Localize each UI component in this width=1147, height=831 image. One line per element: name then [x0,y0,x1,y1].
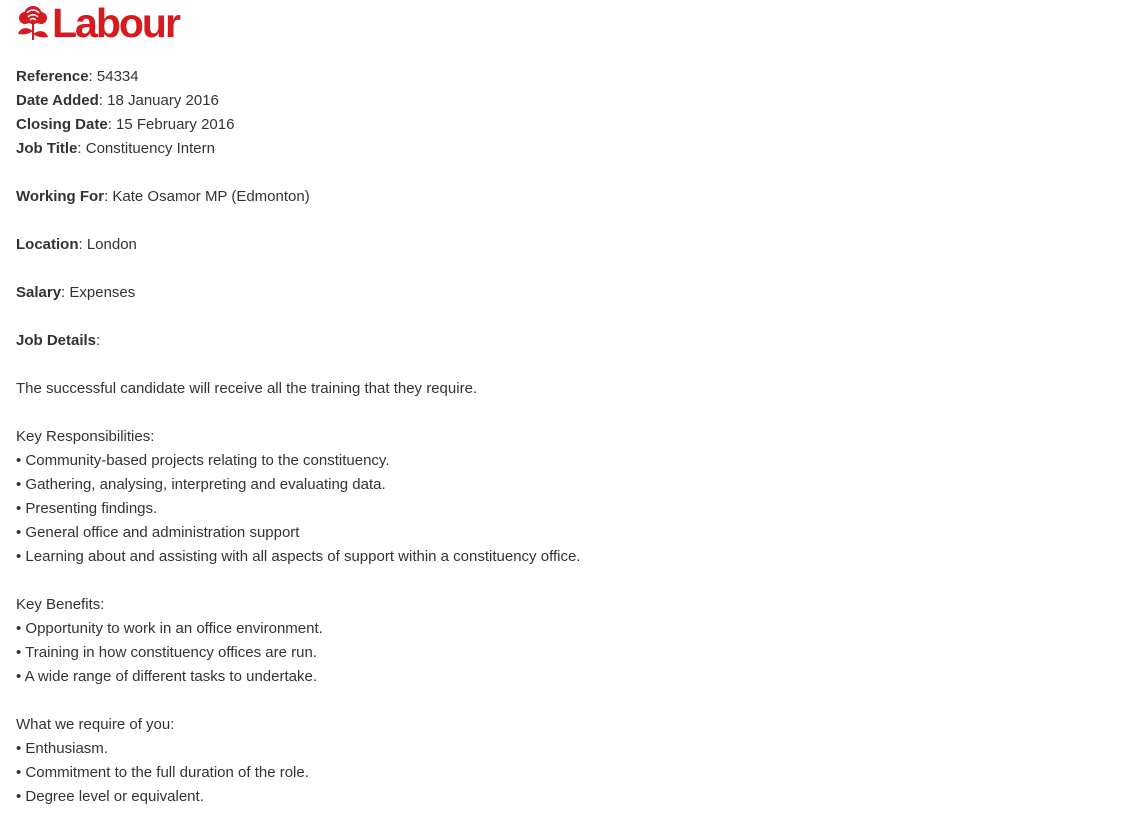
date-added-value: 18 January 2016 [107,92,219,109]
spacer [16,401,1116,425]
rose-icon [16,4,50,42]
list-item: • Learning about and assisting with all aspects of support within a constituency office. [16,548,581,565]
list-item: • Degree level or equivalent. [16,788,204,805]
reference-row: Reference: 54334 [16,68,139,85]
benefits-heading: Key Benefits: [16,596,105,613]
list-item: • Enthusiasm. [16,740,108,757]
working-for-value: Kate Osamor MP (Edmonton) [112,188,310,205]
responsibilities-heading: Key Responsibilities: [16,428,155,445]
list-item: • Presenting findings. [16,500,158,517]
list-item: • Training in how constituency offices are run. [16,644,317,661]
list-item: • A wide range of different tasks to undertake. [16,668,317,685]
list-item: • Opportunity to work in an office environment. [16,620,323,637]
location-label: Location [16,236,79,253]
closing-date-label: Closing Date [16,116,108,133]
spacer [16,305,1116,329]
location-row: Location: London [16,236,137,253]
spacer [16,161,1116,185]
closing-date-row: Closing Date: 15 February 2016 [16,116,235,133]
spacer [16,209,1116,233]
spacer [16,257,1116,281]
salary-row: Salary: Expenses [16,284,136,301]
salary-value: Expenses [69,284,136,301]
job-details-label: Job Details [16,332,97,349]
labour-logo[interactable] [16,0,179,46]
date-added-label: Date Added [16,92,99,109]
closing-date-value: 15 February 2016 [116,116,235,133]
list-item: • Gathering, analysing, interpreting and evaluating data. [16,476,386,493]
list-item: • Commitment to the full duration of the role. [16,764,309,781]
location-value: London [86,236,137,253]
job-listing [16,65,1116,809]
salary-label: Salary [16,284,62,301]
working-for-row: Working For: Kate Osamor MP (Edmonton) [16,188,310,205]
intro-text: The successful candidate will receive all the training that they require. [16,380,478,397]
working-for-label: Working For [16,188,105,205]
job-title-label: Job Title [16,140,78,157]
job-details-row: Job Details: [16,332,101,349]
spacer [16,689,1116,713]
job-title-value: Constituency Intern [85,140,215,157]
reference-label: Reference [16,68,89,85]
list-item: • Community-based projects relating to the constituency. [16,452,390,469]
brand-name: Labour [52,0,179,46]
list-item: • General office and administration support [16,524,300,541]
reference-value: 54334 [96,68,139,85]
spacer [16,353,1116,377]
spacer [16,569,1116,593]
job-title-row: Job Title: Constituency Intern [16,140,215,157]
date-added-row: Date Added: 18 January 2016 [16,92,219,109]
requirements-heading: What we require of you: [16,716,175,733]
